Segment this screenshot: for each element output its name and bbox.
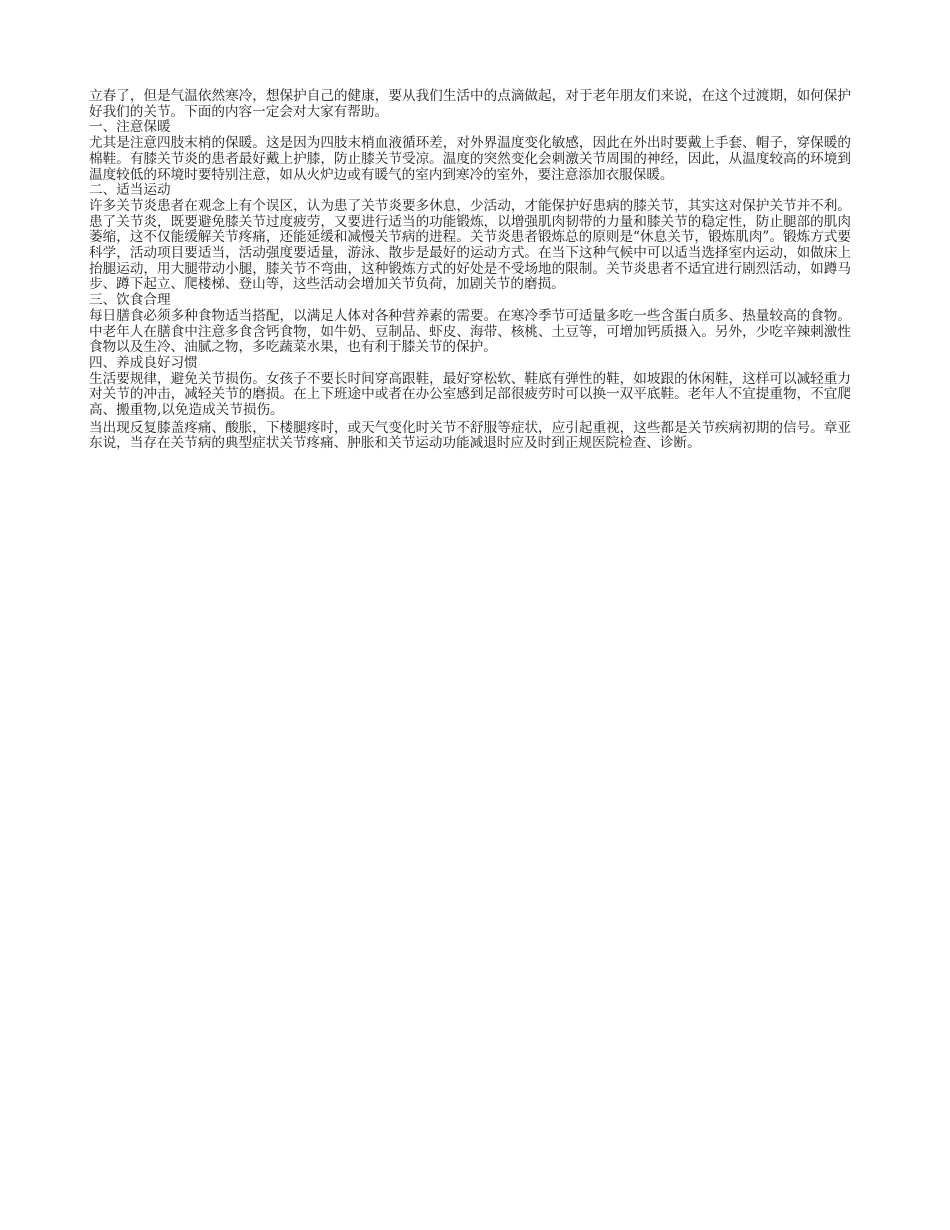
intro-paragraph: 立春了，但是气温依然寒冷，想保护自己的健康，要从我们生活中的点滴做起，对于老年朋友们来说，在这个过渡期，如何保护好我们的关节。下面的内容一定会对大家有帮助。 [89,88,851,120]
section-heading-diet: 三、饮食合理 [89,292,171,309]
section-body-warmth: 尤其是注意四肢末梢的保暖。这是因为四肢末梢血液循环差，对外界温度变化敏感，因此在外出时要戴上手套、帽子，穿保暖的棉鞋。有膝关节炎的患者最好戴上护膝，防止膝关节受凉。温度的突然变化会刺激关节周围的神经，因此，从温度较高的环境到温度较低的环境时要特别注意，如从火炉边或有暖气的室内到寒冷的室外，要注意添加衣服保暖。 [89,135,851,183]
section-heading-exercise: 二、适当运动 [89,182,171,199]
section-body-exercise: 许多关节炎患者在观念上有个误区，认为患了关节炎要多休息，少活动，才能保护好患病的膝关节，其实这对保护关节并不利。患了关节炎，既要避免膝关节过度疲劳，又要进行适当的功能锻炼，以增强肌肉韧带的力量和膝关节的稳定性，防止腿部的肌肉萎缩，这不仅能缓解关节疼痛，还能延缓和减慢关节病的进程。关节炎患者锻炼总的原则是“休息关节，锻炼肌肉”。锻炼方式要科学，活动项目要适当，活动强度要适量，游泳、散步是最好的运动方式。在当下这种气候中可以适当选择室内运动，如做床上抬腿运动，用大腿带动小腿，膝关节不弯曲，这种锻炼方式的好处是不受场地的限制。关节炎患者不适宜进行剧烈活动，如蹲马步、蹲下起立、爬楼梯、登山等，这些活动会增加关节负荷，加剧关节的磨损。 [89,197,851,293]
closing-paragraph: 当出现反复膝盖疼痛、酸胀，下楼腿疼时，或天气变化时关节不舒服等症状，应引起重视，这些都是关节疾病初期的信号。章亚东说，当存在关节病的典型症状关节疼痛、肿胀和关节运动功能减退时应及时到正规医院检查、诊断。 [89,419,851,452]
section-heading-warmth: 一、注意保暖 [89,119,171,136]
section-heading-habits: 四、养成良好习惯 [89,354,198,371]
section-body-habits: 生活要规律，避免关节损伤。女孩子不要长时间穿高跟鞋，最好穿松软、鞋底有弹性的鞋，如坡跟的休闲鞋，这样可以减轻重力对关节的冲击，减轻关节的磨损。在上下班途中或者在办公室感到足部很疲劳时可以换一双平底鞋。老年人不宜提重物，不宜爬高、搬重物,以免造成关节损伤。 [89,370,851,419]
article-body [89,89,851,452]
section-body-diet: 每日膳食必须多种食物适当搭配，以满足人体对各种营养素的需要。在寒冷季节可适量多吃一些含蛋白质多、热量较高的食物。中老年人在膳食中注意多食含钙食物，如牛奶、豆制品、虾皮、海带、核桃、土豆等，可增加钙质摄入。另外，少吃辛辣刺激性食物以及生冷、油腻之物，多吃蔬菜水果，也有利于膝关节的保护。 [89,307,851,356]
